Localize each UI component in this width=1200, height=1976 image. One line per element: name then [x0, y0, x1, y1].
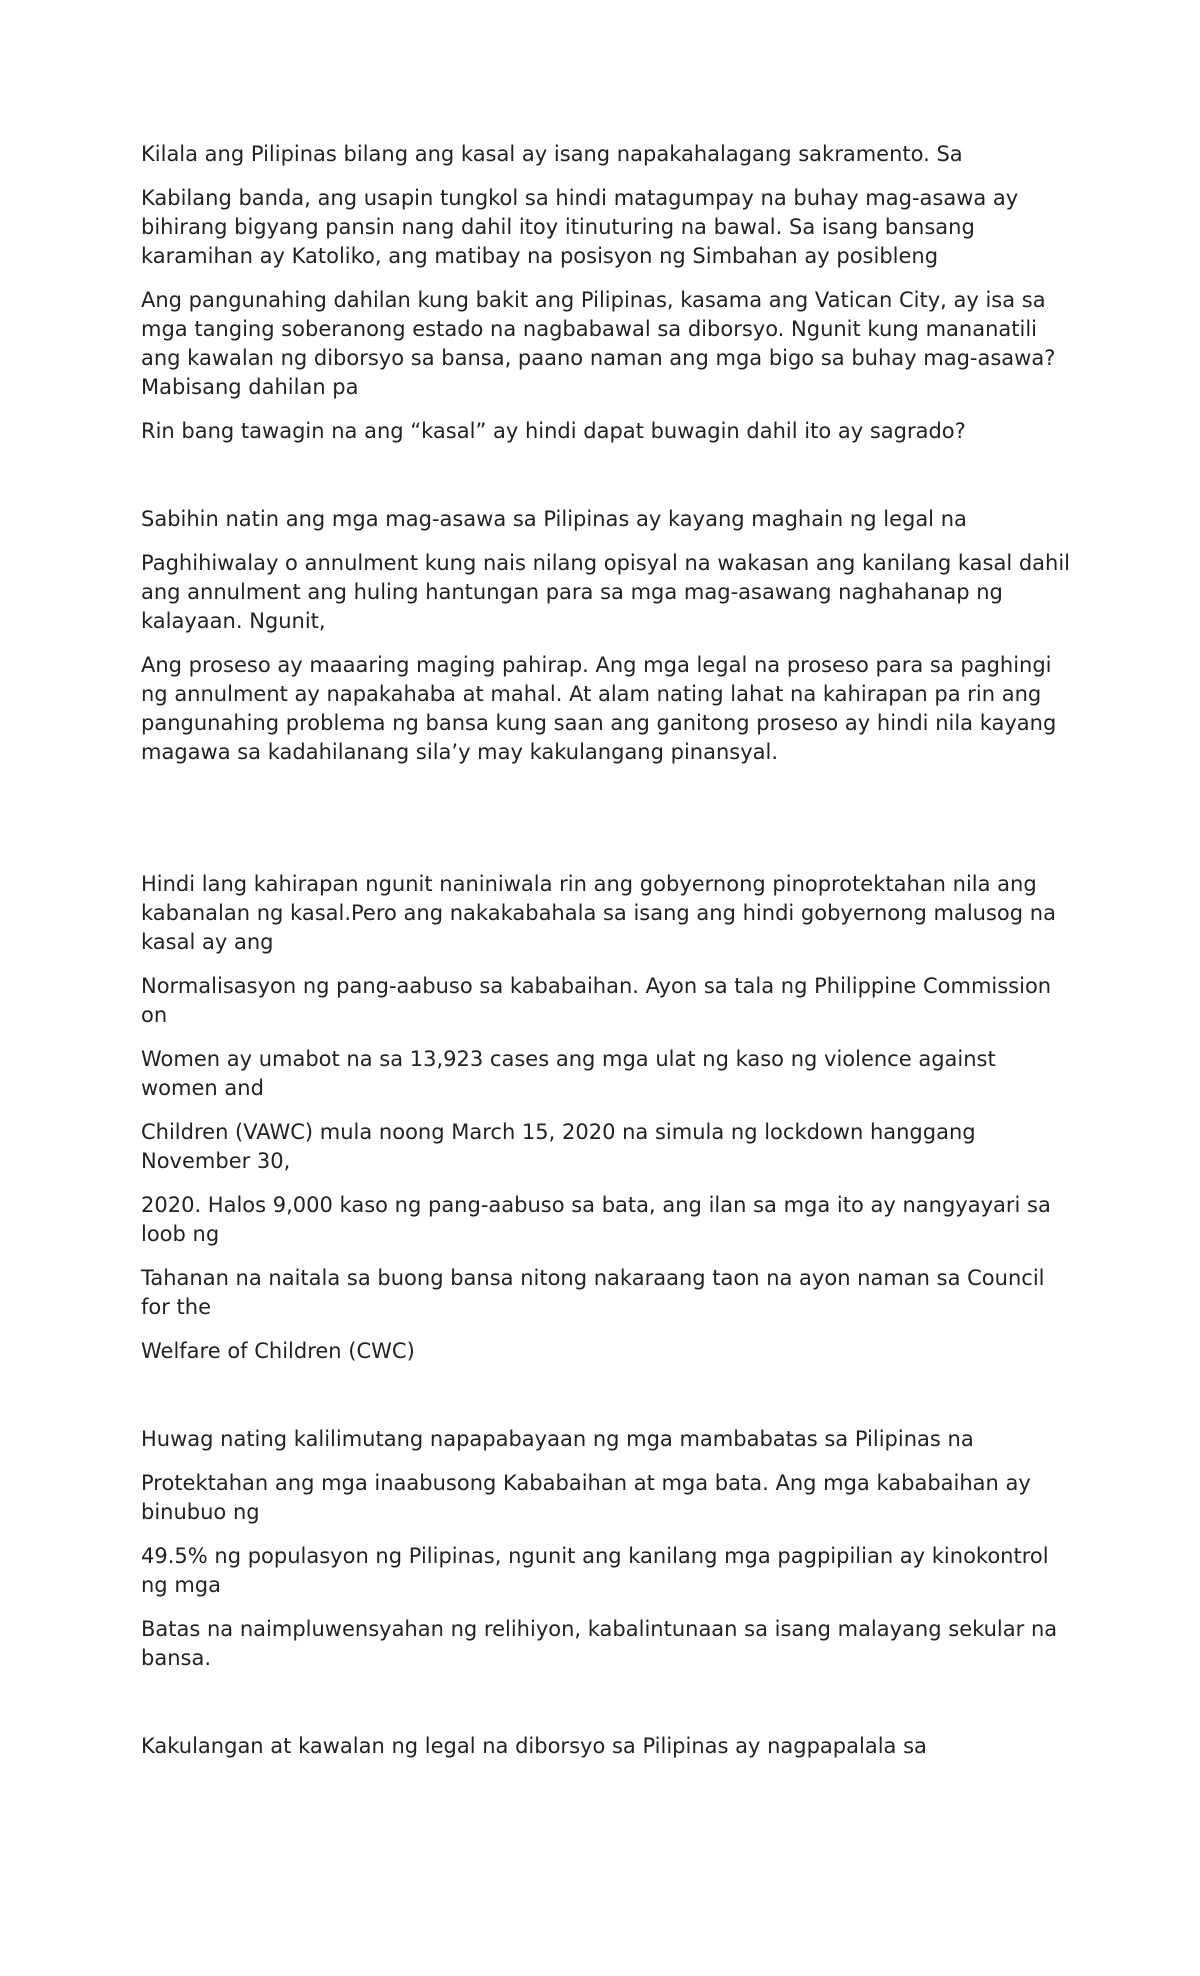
paragraph: Tahanan na naitala sa buong bansa nitong nakaraang taon na ayon naman sa Council for the — [141, 1266, 1045, 1319]
blank-line — [141, 782, 1071, 870]
blank-line — [141, 1381, 1071, 1425]
paragraph: Women ay umabot na sa 13,923 cases ang mga ulat ng kaso ng violence against women and — [141, 1047, 996, 1100]
blank-line — [141, 1688, 1071, 1732]
paragraph: 2020. Halos 9,000 kaso ng pang-aabuso sa bata, ang ilan sa mga ito ay nangyayari sa loob ng — [141, 1193, 1051, 1246]
paragraph: Kakulangan at kawalan ng legal na diborsyo sa Pilipinas ay nagpapalala sa — [141, 1734, 927, 1758]
paragraph: Welfare of Children (CWC) — [141, 1339, 415, 1363]
paragraph: Batas na naimpluwensyahan ng relihiyon, kabalintunaan sa isang malayang sekular na bansa. — [141, 1617, 1058, 1670]
paragraph: Protektahan ang mga inaabusong Kababaihan at mga bata. Ang mga kababaihan ay binubuo ng — [141, 1471, 1031, 1524]
paragraph: Kabilang banda, ang usapin tungkol sa hindi matagumpay na buhay mag-asawa ay bihirang bigyang pansin nang dahil itoy itinuturing na bawal. Sa isang bansang karamihan ay Katoliko, ang matibay na posisyon ng Simbahan ay posibleng — [141, 186, 1019, 268]
paragraph: Rin bang tawagin na ang “kasal” ay hindi dapat buwagin dahil ito ay sagrado? — [141, 419, 966, 443]
paragraph: Huwag nating kalilimutang napapabayaan ng mga mambabatas sa Pilipinas na — [141, 1427, 974, 1451]
paragraph: Sabihin natin ang mga mag-asawa sa Pilipinas ay kayang maghain ng legal na — [141, 507, 967, 531]
paragraph: 49.5% ng populasyon ng Pilipinas, ngunit ang kanilang mga pagpipilian ay kinokontrol ng mga — [141, 1544, 1049, 1597]
paragraph: Ang proseso ay maaaring maging pahirap. Ang mga legal na proseso para sa paghingi ng annulment ay napakahaba at mahal. At alam nating lahat na kahirapan pa rin ang pangunahing problema ng bansa kung saan ang ganitong proseso ay hindi nila kayang magawa sa kadahilanang sila’y may kakulangang pinansyal. — [141, 653, 1057, 764]
blank-line — [141, 461, 1071, 505]
paragraph: Children (VAWC) mula noong March 15, 2020 na simula ng lockdown hanggang November 30, — [141, 1120, 976, 1173]
paragraph: Hindi lang kahirapan ngunit naniniwala rin ang gobyernong pinoprotektahan nila ang kabanalan ng kasal.Pero ang nakakabahala sa isang ang hindi gobyernong malusog na kasal ay ang — [141, 872, 1056, 954]
document-body — [141, 140, 1071, 1776]
paragraph: Paghihiwalay o annulment kung nais nilang opisyal na wakasan ang kanilang kasal dahil ang annulment ang huling hantungan para sa mga mag-asawang naghahanap ng kalayaan. Ngunit, — [141, 551, 1071, 633]
paragraph: Kilala ang Pilipinas bilang ang kasal ay isang napakahalagang sakramento. Sa — [141, 142, 963, 166]
paragraph: Ang pangunahing dahilan kung bakit ang Pilipinas, kasama ang Vatican City, ay isa sa mga tanging soberanong estado na nagbabawal sa diborsyo. Ngunit kung mananatili ang kawalan ng diborsyo sa bansa, paano naman ang mga bigo sa buhay mag-asawa? Mabisang dahilan pa — [141, 288, 1056, 399]
paragraph: Normalisasyon ng pang-aabuso sa kababaihan. Ayon sa tala ng Philippine Commission on — [141, 974, 1052, 1027]
